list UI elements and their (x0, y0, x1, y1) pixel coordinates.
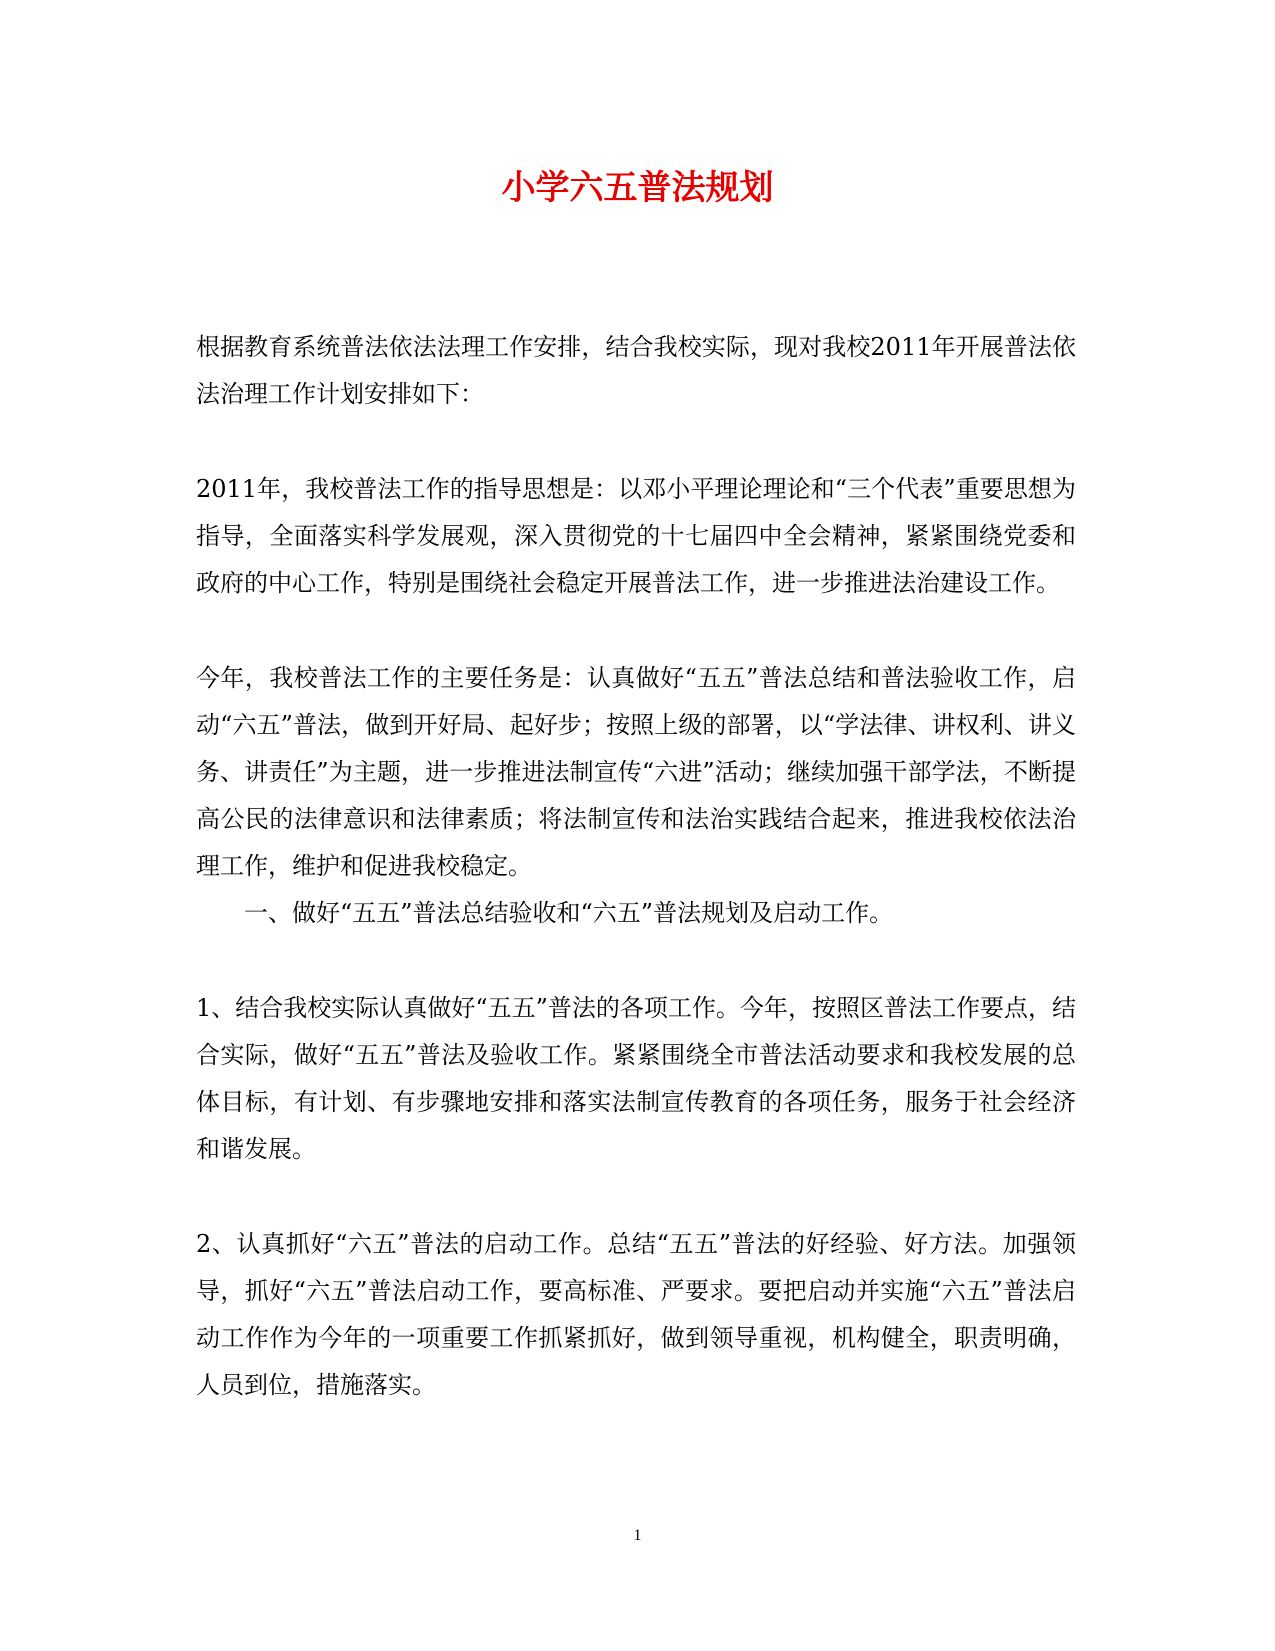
paragraph-gap (196, 1173, 1076, 1221)
paragraph-gap (196, 937, 1076, 985)
document-body (196, 324, 1076, 1409)
paragraph-gap (196, 607, 1076, 655)
paragraph-intro: 根据教育系统普法依法法理工作安排，结合我校实际，现对我校2011年开展普法依法治理工作计划安排如下： (196, 333, 1076, 408)
section-heading-one: 一、做好“五五”普法总结验收和“六五”普法规划及启动工作。 (244, 899, 894, 927)
paragraph-item-1: 1、结合我校实际认真做好“五五”普法的各项工作。今年，按照区普法工作要点，结合实际，做好“五五”普法及验收工作。紧紧围绕全市普法活动要求和我校发展的总体目标，有计划、有步骤地安排和落实法制宣传教育的各项任务，服务于社会经济和谐发展。 (196, 994, 1076, 1163)
page-number: 1 (633, 1527, 642, 1544)
paragraph-guiding-thought: 2011年，我校普法工作的指导思想是：以邓小平理论理论和“三个代表”重要思想为指导，全面落实科学发展观，深入贯彻党的十七届四中全会精神，紧紧围绕党委和政府的中心工作，特别是围绕社会稳定开展普法工作，进一步推进法治建设工作。 (196, 475, 1076, 597)
paragraph-item-2: 2、认真抓好“六五”普法的启动工作。总结“五五”普法的好经验、好方法。加强领导，抓好“六五”普法启动工作，要高标准、严要求。要把启动并实施“六五”普法启动工作作为今年的一项重要工作抓紧抓好，做到领导重视，机构健全，职责明确，人员到位，措施落实。 (196, 1230, 1076, 1399)
document-title: 小学六五普法规划 (501, 168, 774, 208)
paragraph-gap (196, 418, 1076, 466)
paragraph-main-tasks: 今年，我校普法工作的主要任务是：认真做好“五五”普法总结和普法验收工作，启动“六五”普法，做到开好局、起好步；按照上级的部署，以“学法律、讲权利、讲义务、讲责任”为主题，进一步推进法制宣传“六进”活动；继续加强干部学法，不断提高公民的法律意识和法律素质；将法制宣传和法治实践结合起来，推进我校依法治理工作，维护和促进我校稳定。 (196, 664, 1076, 880)
